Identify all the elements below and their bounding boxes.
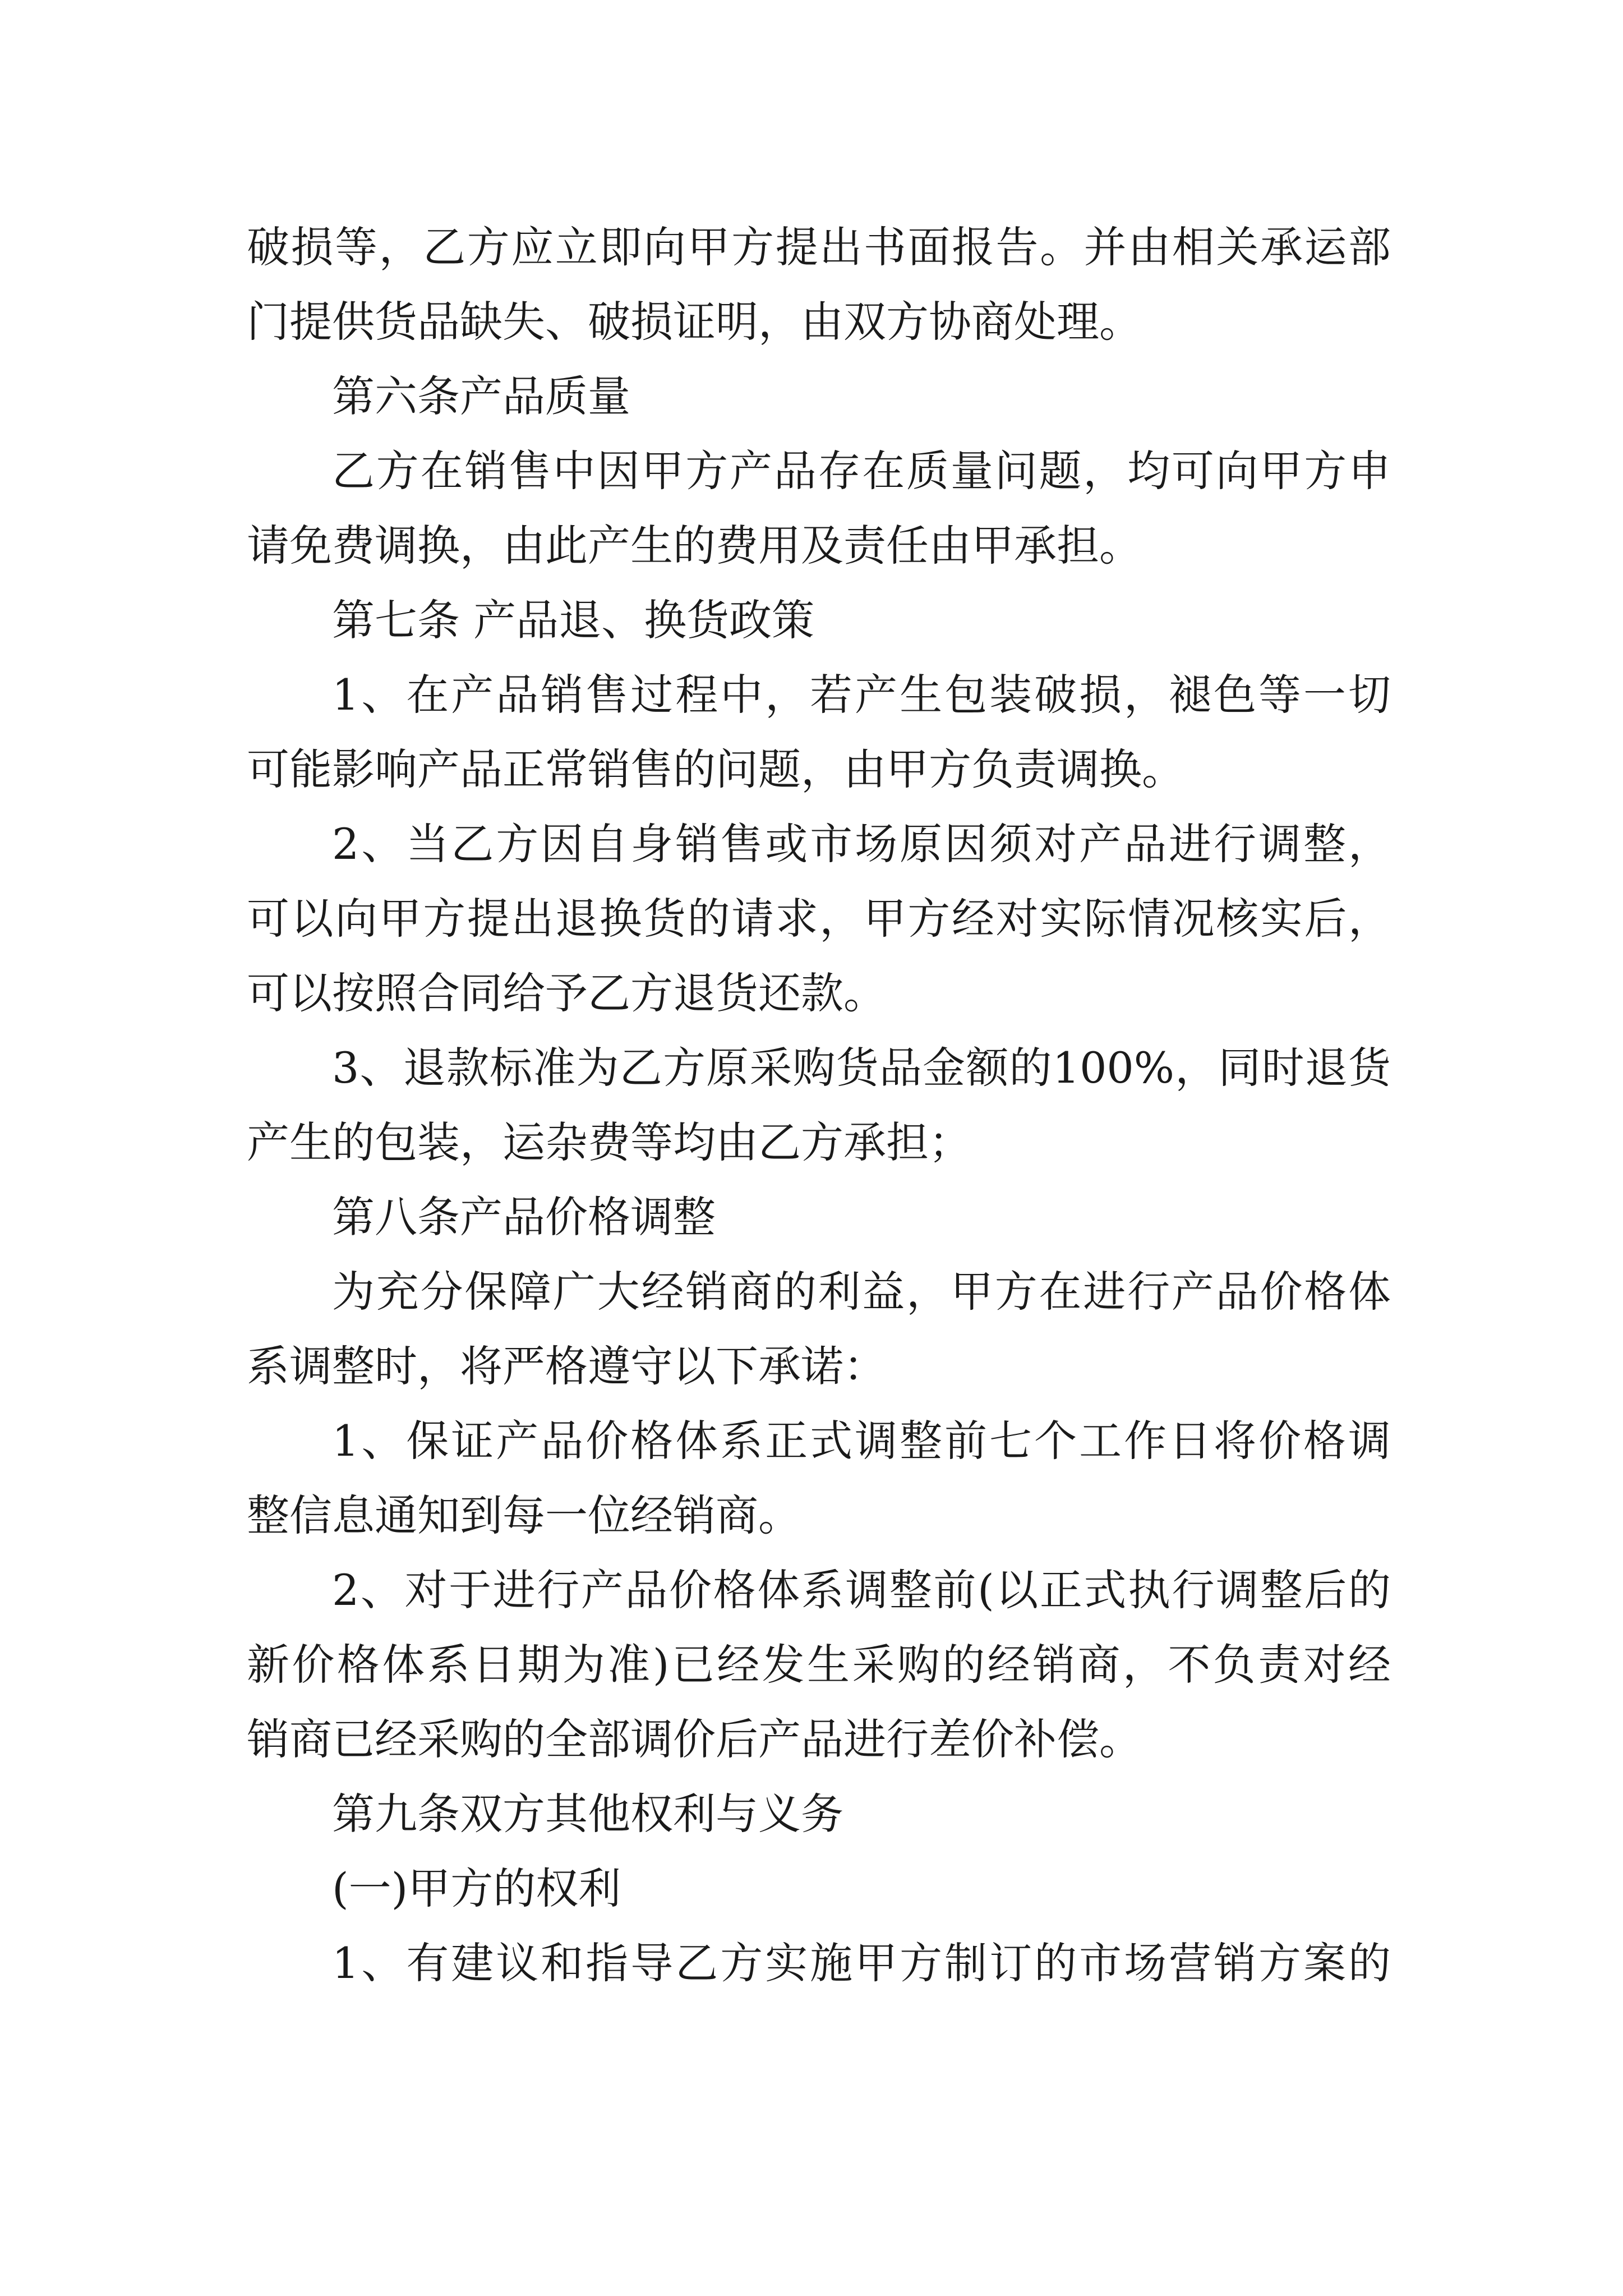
text-line: 乙方在销售中因甲方产品存在质量问题，均可向甲方申 [332,446,1391,496]
text-line: 第七条 产品退、换货政策 [332,595,815,645]
text-line: 第九条双方其他权利与义务 [332,1789,843,1839]
text-line: 可以按照合同给予乙方退货还款。 [247,968,886,1018]
text-line: 系调整时，将严格遵守以下承诺： [247,1341,886,1391]
text-line: 2、对于进行产品价格体系调整前(以正式执行调整后的 [332,1565,1391,1615]
text-line: 门提供货品缺失、破损证明，由双方协商处理。 [247,297,1142,347]
text-line: 新价格体系日期为准)已经发生采购的经销商，不负责对经 [247,1640,1391,1690]
text-line: 第八条产品价格调整 [332,1192,716,1242]
text-line: 1、在产品销售过程中，若产生包装破损，褪色等一切 [332,670,1391,720]
text-line: 整信息通知到每一位经销商。 [247,1490,801,1540]
text-line: 1、保证产品价格体系正式调整前七个工作日将价格调 [332,1416,1391,1466]
text-line: 第六条产品质量 [332,371,630,421]
text-line: (一)甲方的权利 [332,1864,621,1913]
text-line: 销商已经采购的全部调价后产品进行差价补偿。 [247,1714,1142,1764]
text-line: 3、退款标准为乙方原采购货品金额的100%，同时退货 [332,1043,1391,1093]
document-body [247,210,1391,2000]
text-line: 请免费调换，由此产生的费用及责任由甲承担。 [247,521,1142,570]
text-line: 1、有建议和指导乙方实施甲方制订的市场营销方案的 [332,1938,1391,1988]
text-line: 产生的包装，运杂费等均由乙方承担； [247,1117,971,1167]
text-line: 破损等，乙方应立即向甲方提出书面报告。并由相关承运部 [247,222,1391,272]
text-line: 可能影响产品正常销售的问题，由甲方负责调换。 [247,744,1184,794]
text-line: 为充分保障广大经销商的利益，甲方在进行产品价格体 [332,1267,1391,1317]
text-line: 2、当乙方因自身销售或市场原因须对产品进行调整， [332,819,1391,869]
text-line: 可以向甲方提出退换货的请求，甲方经对实际情况核实后， [247,894,1391,944]
